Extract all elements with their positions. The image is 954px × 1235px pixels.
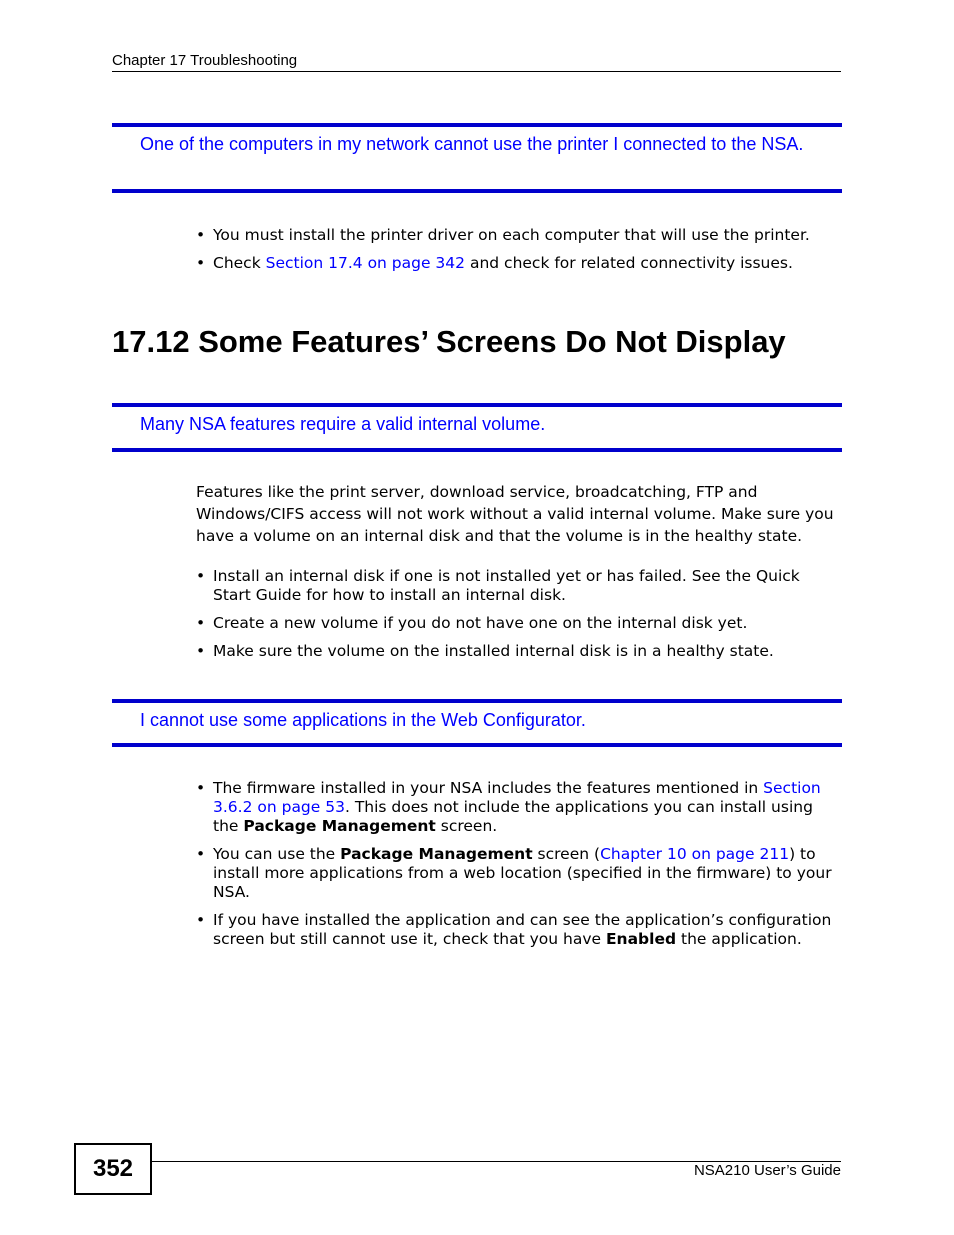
volume-bullet-list [196,567,841,661]
list-item: • Make sure the volume on the installed internal disk is in a healthy state. [196,642,841,661]
question-bottom-bar [112,189,842,193]
list-item: • You can use the Package Management screen (Chapter 10 on page 211) to install more applications from a web location (specified in the firmware) to your NSA. [196,845,841,902]
list-item: • Create a new volume if you do not have one on the internal disk yet. [196,614,841,633]
list-item: • Check Section 17.4 on page 342 and check for related connectivity issues. [196,254,841,273]
apps-bullet-list [196,779,841,949]
page-number: 352 [74,1143,152,1195]
printer-bullet-list [196,226,841,273]
list-item: • Install an internal disk if one is not installed yet or has failed. See the Quick Start Guide for how to install an internal disk. [196,567,841,605]
header-rule [112,71,841,72]
question-bottom-bar [112,743,842,747]
volume-paragraph: Features like the print server, download service, broadcatching, FTP and Windows/CIFS access will not work without a valid internal volume. Make sure you have a volume on an internal disk and that the volume is in the healthy state. [196,483,834,545]
list-item: • You must install the printer driver on each computer that will use the printer. [196,226,841,245]
chapter-link[interactable]: Chapter 10 on page 211 [600,845,790,863]
question-top-bar [112,403,842,407]
printer-question: One of the computers in my network cannot use the printer I connected to the NSA. [140,134,804,154]
section-link[interactable]: Section 3.6.2 on page 53 [213,779,821,816]
question-top-bar [112,123,842,127]
apps-question: I cannot use some applications in the Web Configurator. [140,710,586,730]
list-item: • If you have installed the application and can see the application’s configuration screen but still cannot use it, check that you have Enabled the application. [196,911,841,949]
guide-title: NSA210 User’s Guide [693,1162,841,1179]
section-heading: 17.12 Some Features’ Screens Do Not Display [112,324,786,359]
volume-question: Many NSA features require a valid internal volume. [140,414,546,434]
running-header: Chapter 17 Troubleshooting [112,52,298,69]
question-top-bar [112,699,842,703]
section-link[interactable]: Section 17.4 on page 342 [265,254,466,272]
list-item: • The firmware installed in your NSA includes the features mentioned in Section 3.6.2 on page 53. This does not include the applications you can install using the Package Management screen. [196,779,841,836]
question-bottom-bar [112,448,842,452]
